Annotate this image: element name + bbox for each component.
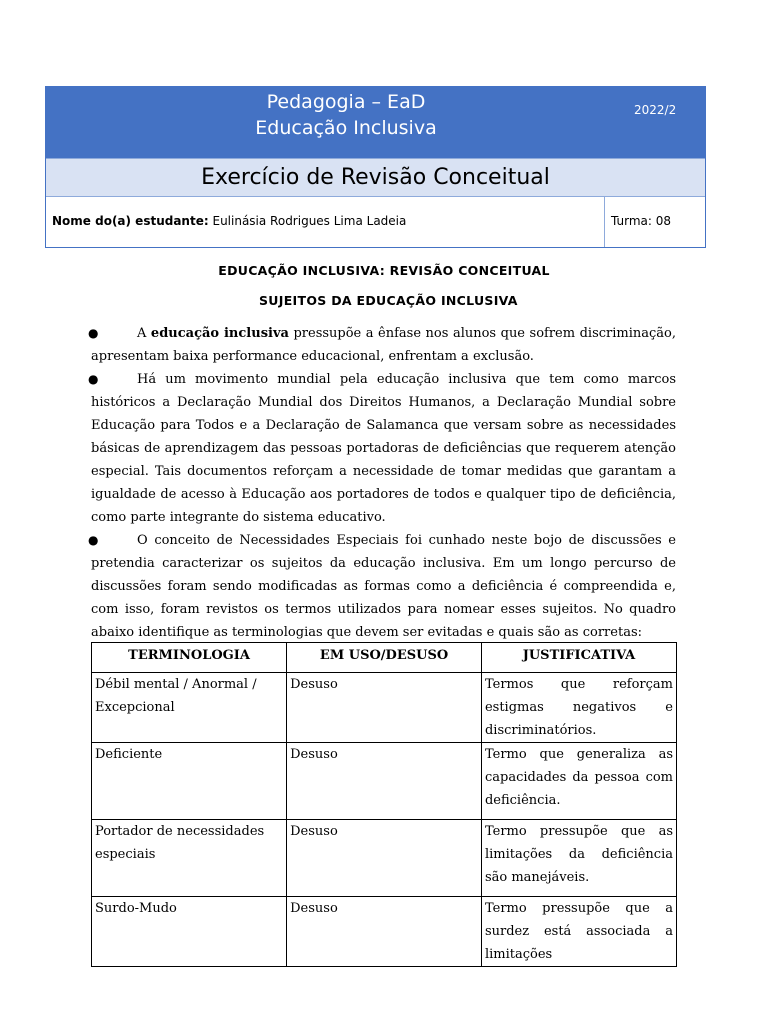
status-cell: Desuso [287,820,482,897]
justification-cell: Termo pressupõe que as limitações da deficiência são manejáveis. [481,820,676,897]
bullet-icon: ● [88,372,99,386]
justification-cell: Termo que generaliza as capacidades da pessoa com deficiência. [481,743,676,820]
course-name: Pedagogia – EaD [266,91,426,113]
turma-field: Turma: 08 [611,214,672,228]
status-cell: Desuso [287,673,482,743]
status-cell: Desuso [287,743,482,820]
table-row [92,820,677,897]
body-text [88,322,676,644]
paragraph-2: ● Há um movimento mundial pela educação inclusiva que tem como marcos históricos a Declaração Mundial dos Direitos Humanos, a Declaração Mundial sobre Educação para Todos e a Declaração de Salamanca que versam sobre as necessidades básicas de aprendizagem das pessoas portadoras de deficiências que requerem atenção especial. Tais documentos reforçam a necessidade de tomar medidas que garantam a igualdade de acesso à Educação aos portadores de todos e qualquer tipo de deficiência, como parte integrante do sistema educativo. [91,368,676,529]
term-cell: Surdo-Mudo [92,897,287,967]
semester-year: 2022/2 [634,103,677,117]
discipline-name: Educação Inclusiva [255,117,437,139]
bold-term: educação inclusiva [150,326,289,341]
student-name: Eulinásia Rodrigues Lima Ladeia [212,214,407,228]
table-header-row [92,643,677,673]
document-header [45,86,706,248]
turma-cell [604,197,705,247]
terminology-table [91,642,677,967]
bullet-icon: ● [88,326,99,340]
table-row [92,897,677,967]
paragraph-3: ● O conceito de Necessidades Especiais foi cunhado neste bojo de discussões e pretendia caracterizar os sujeitos da educação inclusiva. Em um longo percurso de discussões foram sendo modificadas as formas como a deficiência é compreendida e, com isso, foram revistos os termos utilizados para nomear esses sujeitos. No quadro abaixo identifique as terminologias que devem ser evitadas e quais são as corretas: [91,529,676,644]
table-row [92,743,677,820]
course-title [236,89,456,141]
justification-cell: Termos que reforçam estigmas negativos e discriminatórios. [481,673,676,743]
bullet-icon: ● [88,533,99,547]
student-info-row [46,197,705,247]
table-row [92,673,677,743]
justification-cell: Termo pressupõe que a surdez está associada a limitações [481,897,676,967]
term-cell: Deficiente [92,743,287,820]
status-cell: Desuso [287,897,482,967]
term-cell: Portador de necessidades especiais [92,820,287,897]
header-banner [46,87,705,158]
column-header: TERMINOLOGIA [92,643,287,673]
main-heading: EDUCAÇÃO INCLUSIVA: REVISÃO CONCEITUAL [218,263,550,278]
student-label: Nome do(a) estudante: [52,214,209,228]
exercise-title: Exercício de Revisão Conceitual [46,158,705,197]
paragraph-1: ● A educação inclusiva pressupõe a ênfase nos alunos que sofrem discriminação, apresentam baixa performance educacional, enfrentam a exclusão. [91,322,676,368]
column-header: JUSTIFICATIVA [481,643,676,673]
term-cell: Débil mental / Anormal / Excepcional [92,673,287,743]
column-header: EM USO/DESUSO [287,643,482,673]
student-field [52,214,406,228]
sub-heading: SUJEITOS DA EDUCAÇÃO INCLUSIVA [259,293,518,308]
